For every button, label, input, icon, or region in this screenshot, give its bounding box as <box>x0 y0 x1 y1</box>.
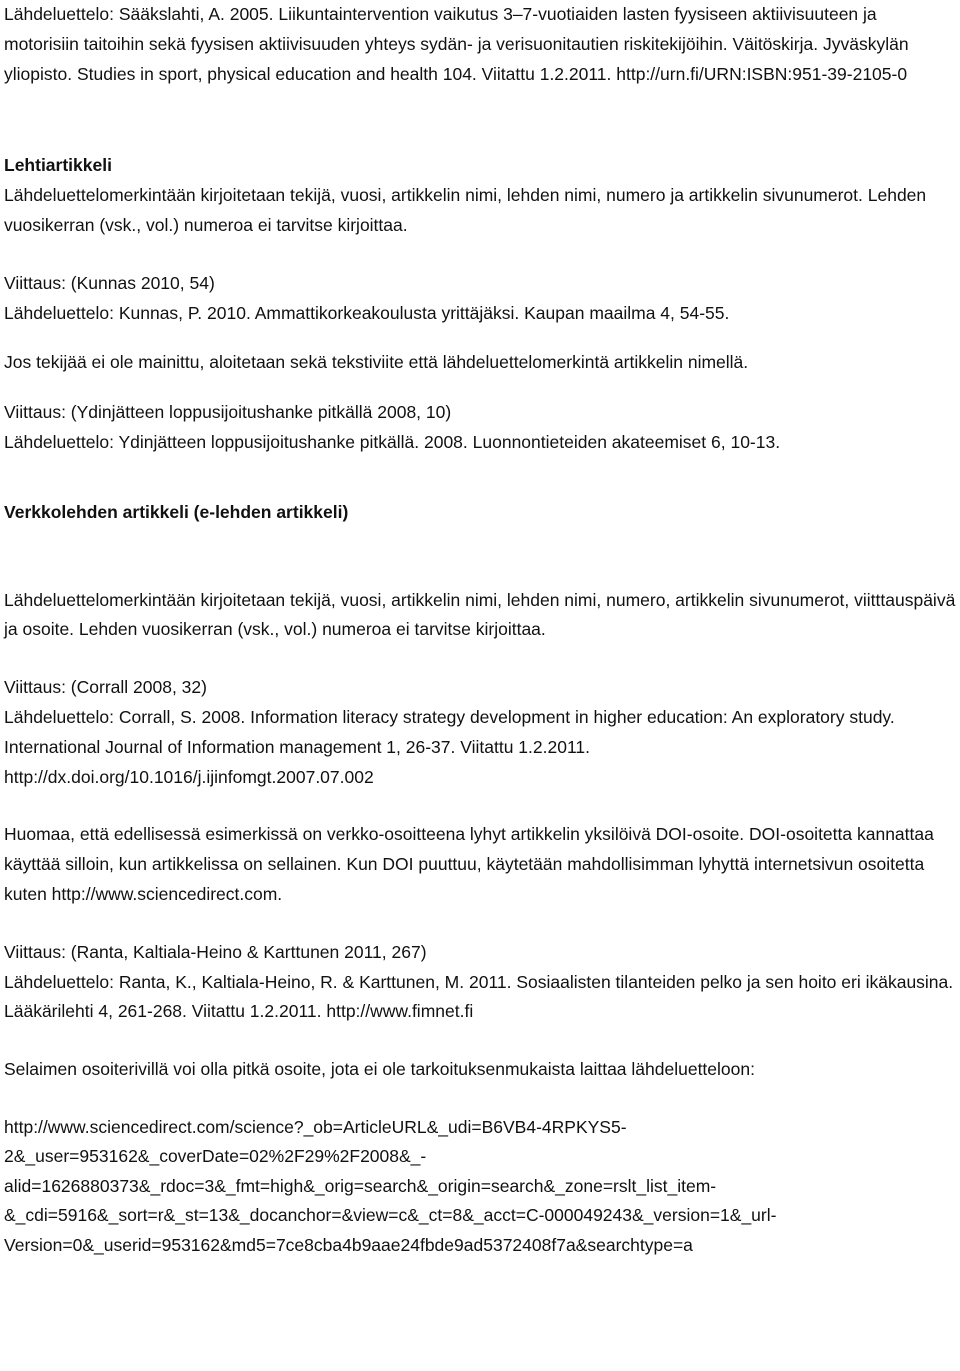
online-example2-reference: Lähdeluettelo: Ranta, K., Kaltiala-Heino, R. & Karttunen, M. 2011. Sosiaalisten tilanteiden pelko ja sen hoito eri ikäkausina. Lääkärilehti 4, 261-268. Viitattu 1.2.2011. http://www.fimnet.fi <box>4 971 954 1022</box>
online-article-description: Lähdeluettelomerkintään kirjoitetaan tekijä, vuosi, artikkelin nimi, lehden nimi, numero, artikkelin sivunumerot, viitttauspäivä ja osoite. Lehden vuosikerran (vsk., vol.) numeroa ei tarvitse kirjoittaa. <box>4 589 956 640</box>
online-example2-citation: Viittaus: (Ranta, Kaltiala-Heino & Karttunen 2011, 267) <box>4 941 427 962</box>
long-url-line: 2&_user=953162&_coverDate=02%2F29%2F2008&_- <box>4 1146 427 1167</box>
section-heading-online-article: Verkkolehden artikkeli (e-lehden artikkeli) <box>4 501 349 522</box>
article-example1-reference: Lähdeluettelo: Kunnas, P. 2010. Ammattikorkeakoulusta yrittäjäksi. Kaupan maailma 4, 54-55. <box>4 302 730 323</box>
article-example2-reference: Lähdeluettelo: Ydinjätteen loppusijoitushanke pitkällä. 2008. Luonnontieteiden akateemiset 6, 10-13. <box>4 431 781 452</box>
section-heading-article: Lehtiartikkeli <box>4 155 112 176</box>
online-example1-reference: Lähdeluettelo: Corrall, S. 2008. Information literacy strategy development in higher education: An exploratory study. International Journal of Information management 1, 26-37. Viitattu 1.2.2011. http://dx.doi.org/10.1016/j.ijinfomgt.2007.07.002 <box>4 706 895 787</box>
intro-reference-paragraph: Lähdeluettelo: Sääkslahti, A. 2005. Liikuntaintervention vaikutus 3–7-vuotiaiden lasten fyysiseen aktiivisuuteen ja motorisiin taitoihin sekä fyysisen aktiivisuuden yhteys sydän- ja verisuonitautien riskitekijöihin. Väitöskirja. Jyväskylän yliopisto. Studies in sport, physical education and health 104. Viitattu 1.2.2011. http://urn.fi/URN:ISBN:951-39-2105-0 <box>4 4 909 84</box>
article-description: Lähdeluettelomerkintään kirjoitetaan tekijä, vuosi, artikkelin nimi, lehden nimi, numero ja artikkelin sivunumerot. Lehden vuosikerran (vsk., vol.) numeroa ei tarvitse kirjoittaa. <box>4 185 927 235</box>
long-url-line: Version=0&_userid=953162&md5=7ce8cba4b9aae24fbde9ad5372408f7a&searchtype=a <box>4 1234 693 1255</box>
doi-note: Huomaa, että edellisessä esimerkissä on verkko-osoitteena lyhyt artikkelin yksilöivä DOI-osoite. DOI-osoitetta kannattaa käyttää silloin, kun artikkelissa on sellainen. Kun DOI puuttuu, käytetään mahdollisimman lyhyttä internetsivun osoitetta kuten http://www.sciencedirect.com. <box>4 824 934 904</box>
long-url-line: http://www.sciencedirect.com/science?_ob=ArticleURL&_udi=B6VB4-4RPKYS5- <box>4 1116 627 1137</box>
article-example1-citation: Viittaus: (Kunnas 2010, 54) <box>4 272 215 293</box>
article-example2-citation: Viittaus: (Ydinjätteen loppusijoitushanke pitkällä 2008, 10) <box>4 402 452 423</box>
long-url-note: Selaimen osoiterivillä voi olla pitkä osoite, jota ei ole tarkoituksenmukaista laittaa lähdeluetteloon: <box>4 1059 755 1080</box>
long-url-line: alid=1626880373&_rdoc=3&_fmt=high&_orig=search&_origin=search&_zone=rslt_list_item- <box>4 1175 717 1196</box>
online-example1-citation: Viittaus: (Corrall 2008, 32) <box>4 677 207 698</box>
long-url-block <box>4 1113 956 1261</box>
article-no-author-note: Jos tekijää ei ole mainittu, aloitetaan sekä tekstiviite että lähdeluettelomerkintä artikkelin nimellä. <box>4 352 749 373</box>
long-url-line: &_cdi=5916&_sort=r&_st=13&_docanchor=&view=c&_ct=8&_acct=C-000049243&_version=1&_url- <box>4 1205 777 1226</box>
